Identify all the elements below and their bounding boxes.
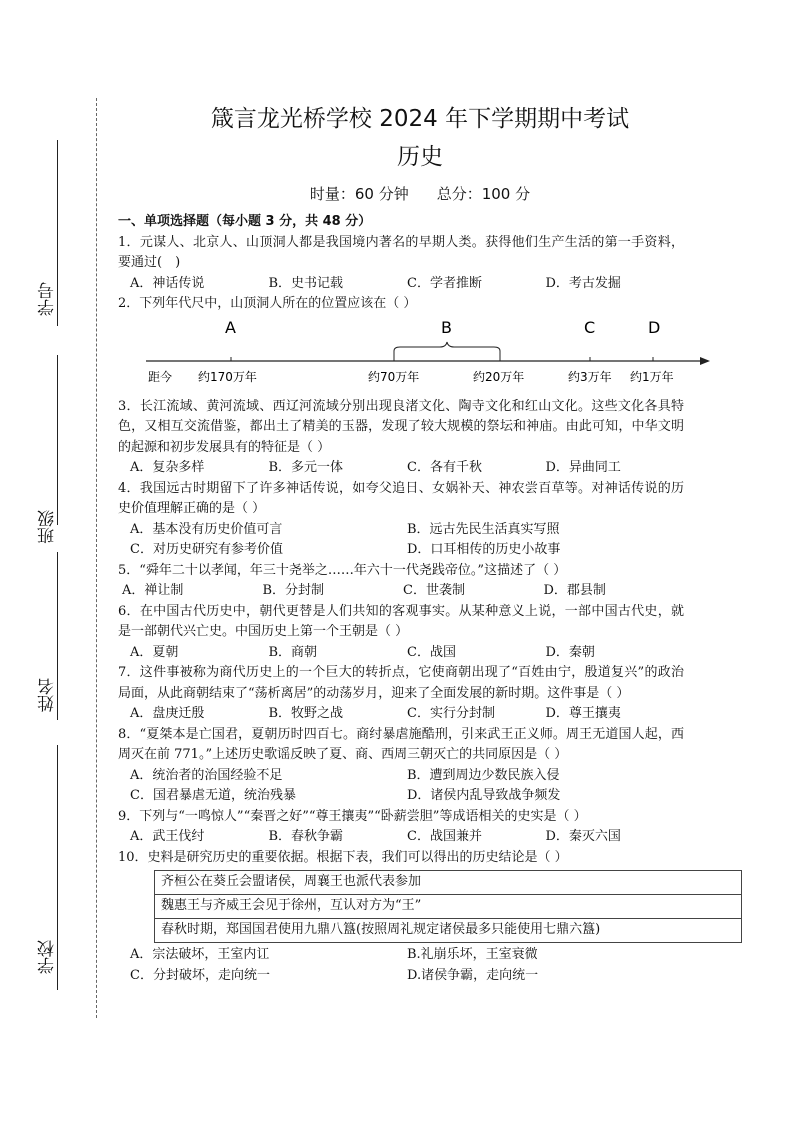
- table-cell: 春秋时期，郑国国君使用九鼎八簋(按照周礼规定诸侯最多只能使用七鼎六簋): [155, 919, 742, 943]
- table-cell: 魏惠王与齐威王会见于徐州，互认对方为“王”: [155, 895, 742, 919]
- table-row: [155, 919, 742, 943]
- timeline-marker-c: C: [584, 317, 596, 337]
- option-d[interactable]: D．秦朝: [545, 644, 595, 660]
- question-7-options: [118, 704, 684, 725]
- question-8-stem: 8．“夏桀本是亡国君，夏朝历时四百七。商纣暴虐施酷刑，引来武王正义师。周王无道国人起，西周灭在前 771。”上述历史歌谣反映了夏、商、西周三朝灭亡的共同原因是（ ）: [118, 726, 684, 762]
- option-a[interactable]: A．夏朝: [130, 644, 179, 660]
- exam-time: 时量：60 分钟: [309, 185, 409, 203]
- option-b[interactable]: B．史书记载: [268, 275, 344, 291]
- option-a[interactable]: A．武王伐纣: [130, 829, 205, 844]
- timeline-label-20: 约20万年: [473, 369, 525, 384]
- option-d[interactable]: D.诸侯争霸，走向统一: [407, 967, 539, 983]
- school-label: 学校: [38, 940, 58, 974]
- class-label: 班级: [38, 510, 58, 544]
- timeline-label-1: 约1万年: [630, 369, 674, 384]
- timeline-label-now: 距今: [148, 369, 173, 384]
- cut-line: [96, 98, 97, 1018]
- question-5-stem: 5．“舜年二十以孝闻，年三十尧举之……年六十一代尧践帝位。”这描述了（ ）: [118, 562, 567, 578]
- option-d[interactable]: D．口耳相传的历史小故事: [407, 542, 561, 557]
- question-4-stem: 4．我国远古时期留下了许多神话传说，如夸父追日、女娲补天、神农尝百草等。对神话传说的历史价值理解正确的是（ ）: [118, 480, 684, 516]
- question-3-stem: 3．长江流域、黄河流域、西辽河流域分别出现良渚文化、陶寺文化和红山文化。这些文化各具特色，又相互交流借鉴，都出土了精美的玉器，发现了较大规模的祭坛和神庙。由此可知，中华文明的起源和初步发展具有的特征是（ ）: [118, 398, 684, 455]
- option-c[interactable]: C．对历史研究有参考价值: [130, 542, 283, 557]
- option-c[interactable]: C．战国: [407, 644, 456, 660]
- option-c[interactable]: C．实行分封制: [407, 706, 495, 721]
- name-label: 姓名: [38, 678, 58, 712]
- timeline-brace: [394, 342, 500, 357]
- question-10-options: [118, 945, 684, 986]
- option-d[interactable]: D．郡县制: [543, 583, 606, 598]
- table-row: [155, 895, 742, 919]
- option-a[interactable]: A．基本没有历史价值可言: [130, 521, 283, 537]
- question-2-stem: 2．下列年代尺中，山顶洞人所在的位置应该在（ ）: [118, 296, 417, 311]
- timeline-diagram: [118, 317, 684, 395]
- option-d[interactable]: D．异曲同工: [545, 460, 621, 475]
- option-a[interactable]: A．宗法破坏，王室内讧: [130, 947, 270, 962]
- option-a[interactable]: A．盘庚迁殷: [130, 706, 205, 721]
- exam-title: 箴言龙光桥学校 2024 年下学期期中考试: [210, 106, 630, 132]
- option-d[interactable]: D．尊王攘夷: [545, 706, 621, 721]
- option-b[interactable]: B.礼崩乐坏，王室衰微: [407, 947, 538, 962]
- option-c[interactable]: C．世袭制: [403, 583, 465, 598]
- question-6-stem: 6．在中国古代历史中，朝代更替是人们共知的客观事实。从某种意义上说，一部中国古代史，就是一部朝代兴亡史。中国历史上第一个王朝是（ ）: [118, 603, 684, 639]
- timeline-label-170: 约170万年: [198, 369, 257, 384]
- option-b[interactable]: B．春秋争霸: [268, 829, 344, 844]
- option-a[interactable]: A．神话传说: [130, 275, 205, 291]
- option-b[interactable]: B．分封制: [262, 583, 325, 598]
- timeline-arrow: [700, 357, 710, 365]
- table-cell: 齐桓公在葵丘会盟诸侯，周襄王也派代表参加: [155, 871, 742, 895]
- option-c[interactable]: C．分封破坏，走向统一: [130, 967, 270, 983]
- student-id-label: 学号: [38, 282, 58, 316]
- timeline-label-70: 约70万年: [368, 369, 420, 384]
- option-b[interactable]: B．远古先民生活真实写照: [407, 521, 560, 537]
- question-4-options: [118, 520, 684, 561]
- question-content: [118, 212, 684, 986]
- option-c[interactable]: C．各有千秋: [407, 460, 482, 475]
- exam-subject: 历史: [397, 144, 443, 170]
- binding-line-2: [57, 355, 58, 525]
- exam-score: 总分：100 分: [436, 185, 531, 203]
- option-d[interactable]: D．秦灭六国: [545, 829, 621, 844]
- question-1-options: [118, 274, 684, 295]
- option-d[interactable]: D．考古发掘: [545, 275, 621, 291]
- section-heading: 一、单项选择题（每小题 3 分，共 48 分）: [118, 214, 372, 229]
- question-8-options: [118, 766, 684, 807]
- question-9-stem: 9．下列与“一鸣惊人”“秦晋之好”“尊王攘夷”“卧薪尝胆”等成语相关的史实是（ ）: [118, 808, 587, 824]
- exam-info: [120, 183, 720, 204]
- question-5-options: [118, 581, 684, 602]
- option-b[interactable]: B．遭到周边少数民族入侵: [407, 767, 560, 783]
- question-6-options: [118, 643, 684, 664]
- question-9-options: [118, 827, 684, 848]
- timeline-marker-a: A: [225, 317, 236, 337]
- question-3-options: [118, 458, 684, 479]
- timeline-marker-d: D: [648, 317, 661, 337]
- option-b[interactable]: B．商朝: [268, 644, 318, 660]
- option-a[interactable]: A．复杂多样: [130, 460, 205, 475]
- question-7-stem: 7．这件事被称为商代历史上的一个巨大的转折点，它使商朝出现了“百姓由宁，殷道复兴”的政治局面，从此商朝结束了“荡析离居”的动荡岁月，迎来了全面发展的新时期。这件事是（ ）: [118, 665, 684, 701]
- table-row: [155, 871, 742, 895]
- option-d[interactable]: D．诸侯内乱导致战争频发: [407, 788, 561, 803]
- option-b[interactable]: B．多元一体: [268, 460, 344, 475]
- question-10-stem: 10．史料是研究历史的重要依据。根据下表，我们可以得出的历史结论是（ ）: [118, 849, 568, 865]
- option-c[interactable]: C．学者推断: [407, 275, 482, 291]
- option-b[interactable]: B．牧野之战: [268, 706, 344, 721]
- option-c[interactable]: C．战国兼并: [407, 829, 482, 844]
- source-table: [154, 870, 742, 943]
- option-a[interactable]: A．统治者的治国经验不足: [130, 767, 283, 783]
- option-c[interactable]: C．国君暴虐无道，统治残暴: [130, 788, 296, 803]
- timeline-label-3: 约3万年: [568, 369, 612, 384]
- option-a[interactable]: A．禅让制: [122, 583, 184, 598]
- timeline-marker-b: B: [441, 317, 452, 337]
- question-1-stem: 1．元谋人、北京人、山顶洞人都是我国境内著名的早期人类。获得他们生产生活的第一手资料，要通过( ): [118, 234, 684, 270]
